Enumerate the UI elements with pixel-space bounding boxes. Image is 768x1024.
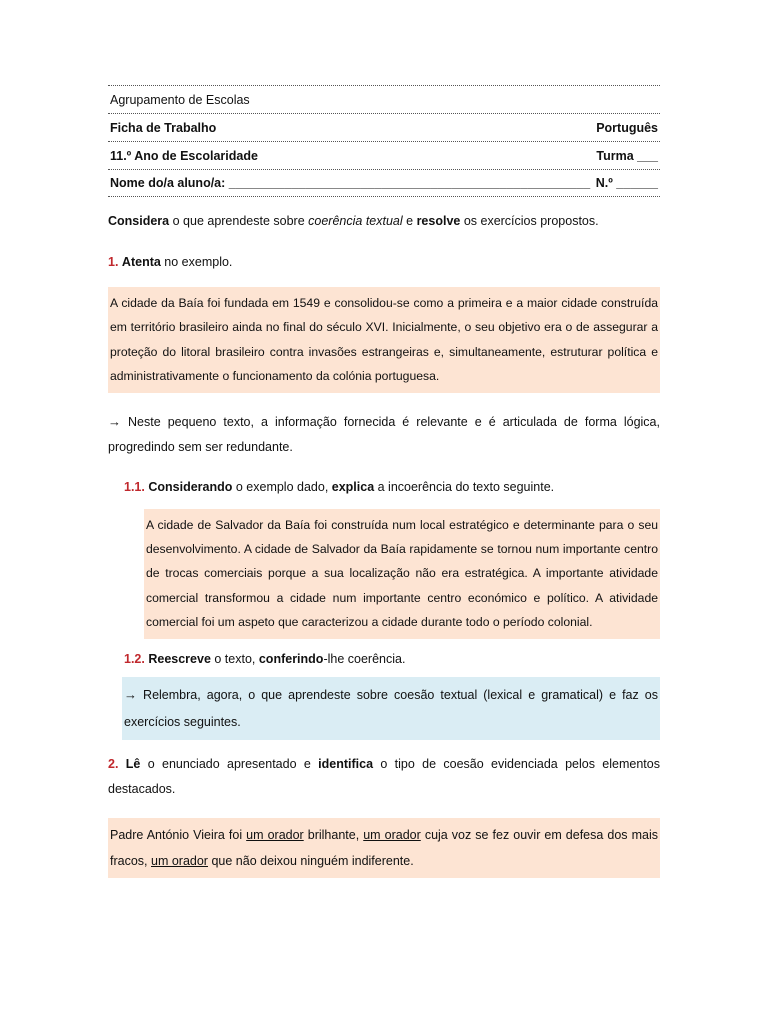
subject-label: Português <box>596 120 658 135</box>
header-row-school <box>108 85 660 113</box>
highlighted-term: um orador <box>151 853 208 868</box>
question-1-2: 1.2. Reescreve o texto, conferindo-lhe coerência. <box>124 651 406 666</box>
intro-instruction: Considera o que aprendeste sobre coerência textual e resolve os exercícios propostos. <box>108 214 599 228</box>
worksheet <box>108 85 660 878</box>
arrow-icon: → <box>108 413 121 429</box>
example-text-1: A cidade da Baía foi fundada em 1549 e consolidou-se como a primeira e a maior cidade construída em território brasileiro ainda no final do século XVI. Inicialmente, o seu objetivo era o de assegurar a proteção do litoral brasileiro contra invasões estrangeiras e, simultaneamente, estruturar política e administrativamente o funcionamento da colónia portuguesa. <box>108 287 660 393</box>
question-2: 2. Lê o enunciado apresentado e identifica o tipo de coesão evidenciada pelos elementos destacados. <box>108 756 660 796</box>
student-number-field: N.º ______ <box>595 176 658 190</box>
arrow-icon: → <box>124 686 137 702</box>
note-cohesion: → Relembra, agora, o que aprendeste sobre coesão textual (lexical e gramatical) e faz os exercícios seguintes. <box>122 677 660 740</box>
school-name: Agrupamento de Escolas <box>110 92 250 107</box>
header-row-year <box>108 141 660 169</box>
example-text-3: Padre António Vieira foi um orador brilhante, um orador cuja voz se fez ouvir em defesa dos mais fracos, um orador que não deixou ninguém indiferente. <box>108 818 660 878</box>
highlighted-term: um orador <box>246 827 304 842</box>
note-coherence: → Neste pequeno texto, a informação fornecida é relevante e é articulada de forma lógica, progredindo sem ser redundante. <box>108 413 660 454</box>
example-text-2: A cidade de Salvador da Baía foi construída num local estratégico e determinante para o seu desenvolvimento. A cidade de Salvador da Baía rapidamente se tornou num importante centro de trocas comerciais porque a sua localização não era estratégica. A importante atividade comercial transformou a cidade num importante centro económico e político. A atividade comercial foi um aspeto que caracterizou a cidade durante todo o período colonial. <box>144 509 660 639</box>
student-name-field: Nome do/a aluno/a: ____________________________________________________ <box>110 176 591 190</box>
question-1: 1. Atenta no exemplo. <box>108 255 233 269</box>
question-1-1: 1.1. Considerando o exemplo dado, explica a incoerência do texto seguinte. <box>124 479 555 494</box>
header-row-sheet <box>108 113 660 141</box>
school-year: 11.º Ano de Escolaridade <box>110 148 258 163</box>
sheet-title: Ficha de Trabalho <box>110 120 217 135</box>
class-field: Turma ___ <box>596 148 658 163</box>
highlighted-term: um orador <box>363 827 421 842</box>
header-row-name <box>108 169 660 197</box>
